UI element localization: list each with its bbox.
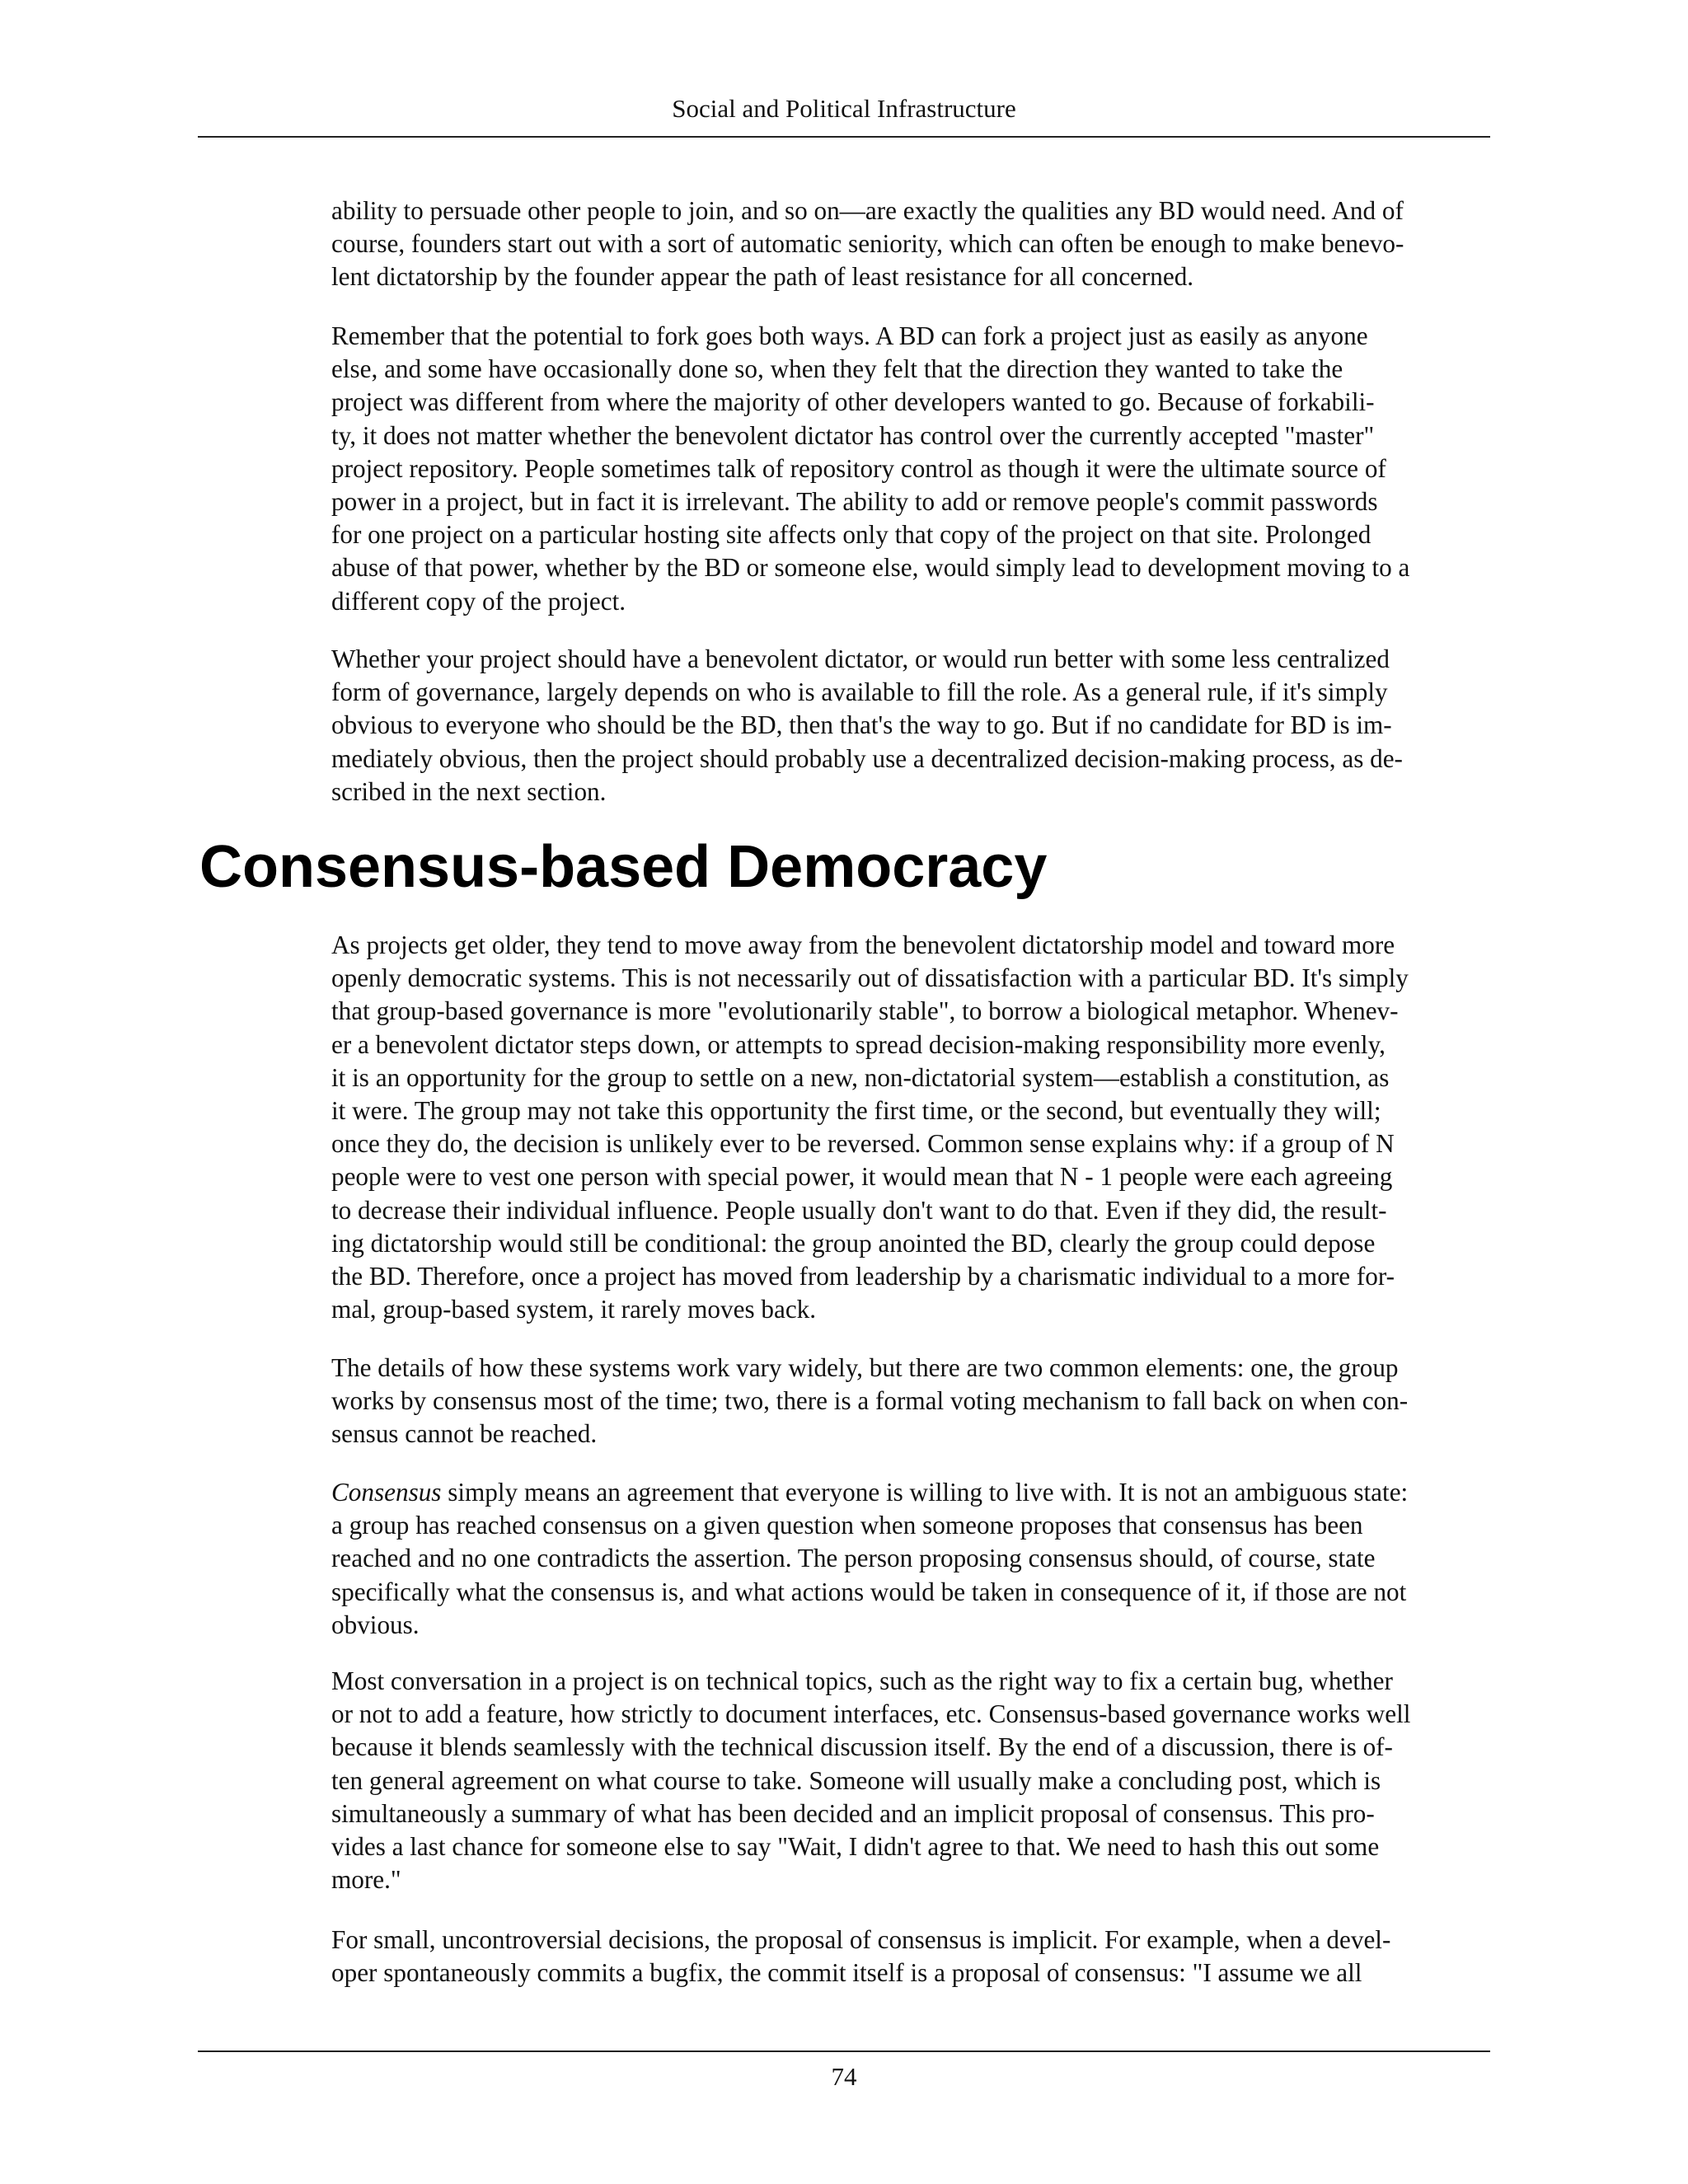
text-line: because it blends seamlessly with the technical discussion itself. By the end of a discussion, there is of-	[331, 1732, 1393, 1762]
text-line: mal, group-based system, it rarely moves back.	[331, 1295, 817, 1324]
text-line: obvious to everyone who should be the BD, then that's the way to go. But if no candidate for BD is im-	[331, 710, 1392, 740]
text-line: else, and some have occasionally done so, when they felt that the direction they wanted to take the	[331, 354, 1343, 384]
text-line: scribed in the next section.	[331, 776, 607, 806]
text-line: abuse of that power, whether by the BD or someone else, would simply lead to development moving to a	[331, 553, 1410, 583]
page-number: 74	[831, 2062, 857, 2091]
text-line: sensus cannot be reached.	[331, 1419, 598, 1449]
text-line: or not to add a feature, how strictly to document interfaces, etc. Consensus-based governance works well	[331, 1699, 1411, 1729]
text-line: that group-based governance is more "evolutionarily stable", to borrow a biological metaphor. Whenev-	[331, 996, 1399, 1026]
text-line: Most conversation in a project is on technical topics, such as the right way to fix a certain bug, whether	[331, 1666, 1393, 1695]
paragraph-1	[331, 194, 1493, 294]
text-line: the BD. Therefore, once a project has moved from leadership by a charismatic individual to a more for-	[331, 1262, 1395, 1291]
text-line: once they do, the decision is unlikely ever to be reversed. Common sense explains why: if a group of N	[331, 1129, 1395, 1159]
text-line: obvious.	[331, 1610, 420, 1639]
text-line: For small, uncontroversial decisions, the proposal of consensus is implicit. For example, when a devel-	[331, 1925, 1391, 1954]
text-line: power in a project, but in fact it is irrelevant. The ability to add or remove people's commit passwords	[331, 487, 1378, 517]
paragraph-7	[331, 1665, 1493, 1896]
text-line: for one project on a particular hosting site affects only that copy of the project on that site. Prolonged	[331, 520, 1372, 550]
text-line: course, founders start out with a sort of automatic seniority, which can often be enough to make benevo-	[331, 229, 1404, 259]
text-line: to decrease their individual influence. People usually don't want to do that. Even if they did, the result-	[331, 1195, 1387, 1225]
text-line: lent dictatorship by the founder appear the path of least resistance for all concerned.	[331, 262, 1194, 292]
text-line: ty, it does not matter whether the benevolent dictator has control over the currently accepted "master"	[331, 420, 1375, 450]
section-heading: Consensus-based Democracy	[199, 834, 1048, 900]
paragraph-3	[331, 643, 1493, 808]
text-line: specifically what the consensus is, and what actions would be taken in consequence of it, if those are not	[331, 1577, 1407, 1606]
text-line: oper spontaneously commits a bugfix, the commit itself is a proposal of consensus: "I assume we all	[331, 1958, 1362, 1988]
text-line: ability to persuade other people to join, and so on—are exactly the qualities any BD would need. And of	[331, 196, 1404, 225]
footer-divider	[198, 2050, 1490, 2052]
running-header: Social and Political Infrastructure	[672, 94, 1016, 123]
paragraph-5	[331, 1352, 1493, 1451]
text-line: reached and no one contradicts the assertion. The person proposing consensus should, of course, state	[331, 1544, 1376, 1573]
text-line: it were. The group may not take this opportunity the first time, or the second, but eventually they will;	[331, 1096, 1381, 1126]
paragraph-4	[331, 929, 1493, 1326]
text-line: project was different from where the majority of other developers wanted to go. Because of forkabili-	[331, 387, 1375, 417]
paragraph-6	[331, 1476, 1493, 1642]
text-line: mediately obvious, then the project should probably use a decentralized decision-making process, as de-	[331, 743, 1403, 773]
text-line: a group has reached consensus on a given question when someone proposes that consensus has been	[331, 1511, 1363, 1540]
consensus-term: Consensus	[331, 1478, 442, 1507]
header-divider	[198, 136, 1490, 138]
text-line: different copy of the project.	[331, 586, 626, 616]
paragraph-2	[331, 320, 1493, 618]
text-line: people were to vest one person with special power, it would mean that N - 1 people were each agreeing	[331, 1162, 1393, 1192]
text-line: ten general agreement on what course to take. Someone will usually make a concluding post, which is	[331, 1765, 1381, 1795]
text-line: vides a last chance for someone else to say "Wait, I didn't agree to that. We need to hash this out some	[331, 1832, 1380, 1862]
text-line: it is an opportunity for the group to settle on a new, non-dictatorial system—establish a constitution, as	[331, 1062, 1390, 1092]
text-line: Remember that the potential to fork goes both ways. A BD can fork a project just as easily as anyone	[331, 321, 1368, 350]
paragraph-8	[331, 1924, 1493, 1990]
text-line: form of governance, largely depends on who is available to fill the role. As a general rule, if it's simply	[331, 677, 1388, 707]
text-line: The details of how these systems work vary widely, but there are two common elements: one, the group	[331, 1353, 1399, 1382]
text-line: works by consensus most of the time; two, there is a formal voting mechanism to fall back on when con-	[331, 1386, 1409, 1416]
text-line: project repository. People sometimes talk of repository control as though it were the ultimate source of	[331, 453, 1386, 483]
text-line: ing dictatorship would still be conditional: the group anointed the BD, clearly the group could depose	[331, 1228, 1376, 1258]
text-line: simultaneously a summary of what has been decided and an implicit proposal of consensus. This pro-	[331, 1798, 1375, 1828]
text-line: more."	[331, 1865, 401, 1895]
text-line: As projects get older, they tend to move away from the benevolent dictatorship model and toward more	[331, 930, 1395, 959]
text-line	[331, 1476, 1493, 1509]
text-run: simply means an agreement that everyone is willing to live with. It is not an ambiguous state:	[441, 1478, 1409, 1507]
text-line: openly democratic systems. This is not necessarily out of dissatisfaction with a particular BD. It's simply	[331, 963, 1409, 993]
text-line: er a benevolent dictator steps down, or attempts to spread decision-making responsibility more evenly,	[331, 1029, 1386, 1059]
text-line: Whether your project should have a benevolent dictator, or would run better with some less centralized	[331, 644, 1390, 673]
